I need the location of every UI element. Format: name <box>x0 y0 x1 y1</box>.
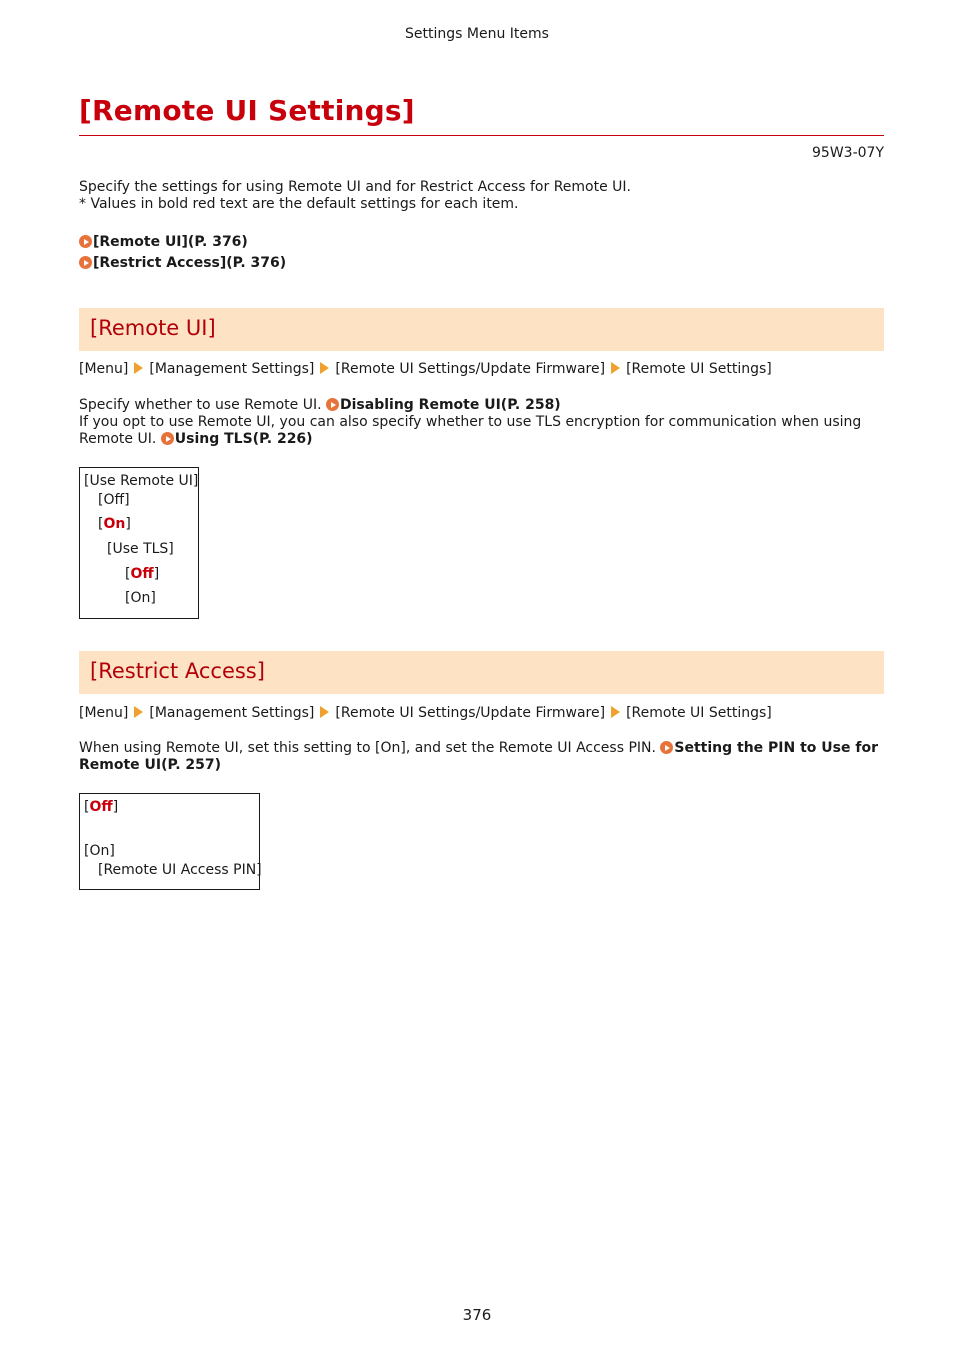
path-arrow-icon <box>611 706 620 718</box>
setting-option: [On] <box>125 590 156 606</box>
path-step: [Management Settings] <box>149 361 315 377</box>
link-arrow-icon <box>79 256 92 269</box>
section-heading-restrict-access <box>79 651 884 694</box>
setting-option-default <box>125 566 159 582</box>
section-heading-text: [Remote UI] <box>90 316 216 340</box>
setting-item: [Use TLS] <box>107 541 174 557</box>
path-arrow-icon <box>134 706 143 718</box>
bracket: ] <box>112 799 119 815</box>
link-label: Remote UI(P. 257) <box>79 757 222 773</box>
path-arrow-icon <box>320 362 329 374</box>
path-step: [Remote UI Settings/Update Firmware] <box>335 705 606 721</box>
link-arrow-icon <box>79 235 92 248</box>
path-arrow-icon <box>611 362 620 374</box>
link-label: Setting the PIN to Use for <box>674 740 878 756</box>
default-value: Off <box>130 566 154 582</box>
settings-tree-box <box>79 467 199 619</box>
bracket: [ <box>84 799 90 815</box>
path-step: [Management Settings] <box>149 705 315 721</box>
document-id: 95W3-07Y <box>812 145 884 161</box>
section-description <box>79 740 884 774</box>
bracket: [ <box>98 516 104 532</box>
bracket: ] <box>153 566 160 582</box>
page-number: 376 <box>462 1306 492 1324</box>
toc-link-label: [Remote UI](P. 376) <box>93 234 248 250</box>
toc-link-label: [Restrict Access](P. 376) <box>93 255 287 271</box>
toc-link-restrict-access[interactable] <box>79 255 286 272</box>
default-value: On <box>103 516 126 532</box>
setting-item: [Use Remote UI] <box>84 473 199 489</box>
link-label: Using TLS(P. 226) <box>174 431 313 447</box>
menu-path <box>79 705 772 721</box>
path-arrow-icon <box>134 362 143 374</box>
toc-link-remote-ui[interactable] <box>79 234 248 251</box>
intro-line-1: Specify the settings for using Remote UI and for Restrict Access for Remote UI. <box>79 179 631 195</box>
setting-item: [Remote UI Access PIN] <box>98 862 262 878</box>
path-step: [Menu] <box>79 361 129 377</box>
link-label: Disabling Remote UI(P. 258) <box>340 397 561 413</box>
description-text: If you opt to use Remote UI, you can also specify whether to use TLS encryption for communication when using <box>79 414 862 430</box>
path-step: [Remote UI Settings/Update Firmware] <box>335 361 606 377</box>
section-description <box>79 397 884 448</box>
bracket: [ <box>125 566 131 582</box>
bracket: ] <box>125 516 131 532</box>
description-text: Specify whether to use Remote UI. <box>79 397 326 413</box>
intro-line-2: * Values in bold red text are the default settings for each item. <box>79 196 519 212</box>
link-arrow-icon <box>161 432 174 445</box>
path-arrow-icon <box>320 706 329 718</box>
default-value: Off <box>89 799 113 815</box>
setting-option: [Off] <box>98 492 130 508</box>
cross-reference-link[interactable] <box>326 397 561 413</box>
description-text: When using Remote UI, set this setting to [On], and set the Remote UI Access PIN. <box>79 740 661 756</box>
description-text: Remote UI. <box>79 431 161 447</box>
running-header: Settings Menu Items <box>405 26 549 42</box>
path-step: [Menu] <box>79 705 129 721</box>
section-heading-text: [Restrict Access] <box>90 659 265 683</box>
intro-text <box>79 179 884 213</box>
path-step: [Remote UI Settings] <box>626 705 772 721</box>
title-rule <box>79 135 884 136</box>
link-arrow-icon <box>326 398 339 411</box>
link-arrow-icon <box>660 741 673 754</box>
path-step: [Remote UI Settings] <box>626 361 772 377</box>
menu-path <box>79 361 772 377</box>
page-title: [Remote UI Settings] <box>79 94 415 127</box>
cross-reference-link[interactable] <box>161 431 313 447</box>
settings-tree-box <box>79 793 260 890</box>
setting-option-default <box>98 516 131 532</box>
section-heading-remote-ui <box>79 308 884 351</box>
setting-option-default <box>84 799 118 815</box>
setting-option: [On] <box>84 843 115 859</box>
